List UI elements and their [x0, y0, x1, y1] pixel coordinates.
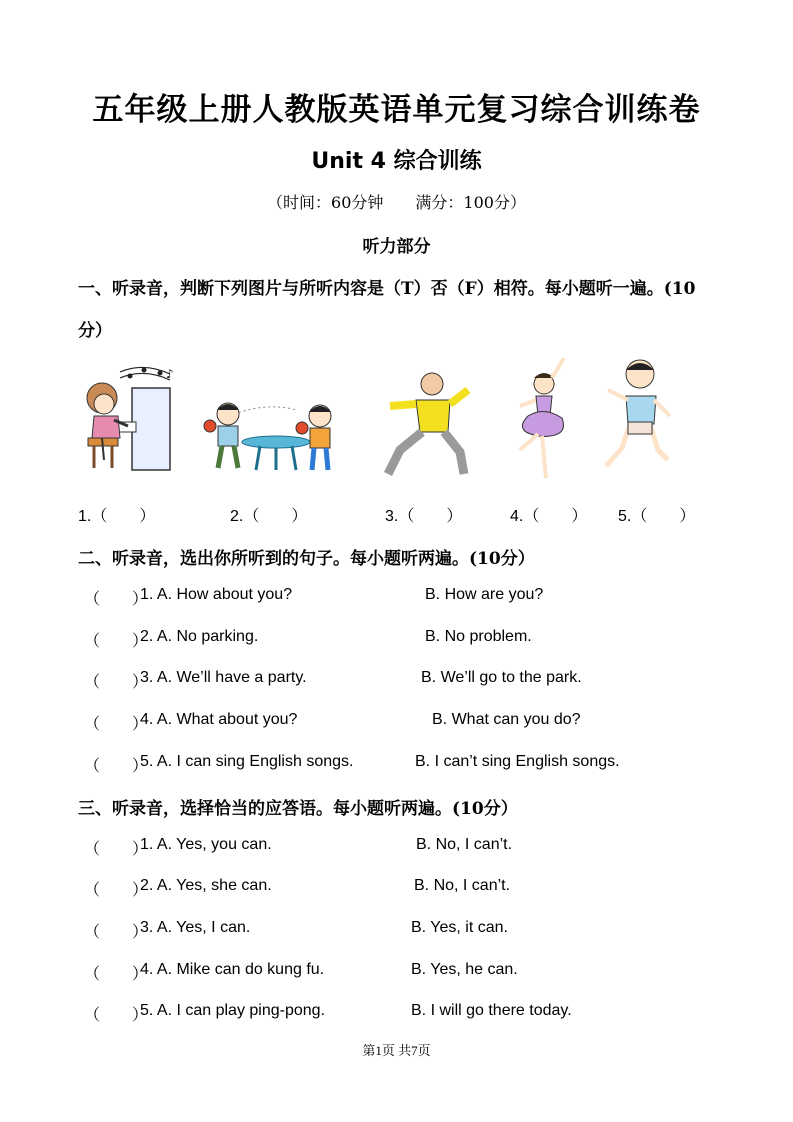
part2-option-a-4: 4. A. What about you?: [140, 711, 298, 728]
part2-option-a-1: 1. A. How about you?: [140, 586, 293, 603]
part2-heading: 二、听录音，选出你所听到的句子。每小题听两遍。(10分）: [78, 549, 535, 569]
part2-answer-3[interactable]: （ ）: [84, 674, 149, 691]
part1-heading-line1: 一、听录音，判断下列图片与所听内容是（T）否（F）相符。每小题听一遍。(10: [78, 279, 696, 299]
part3-option-b-4: B. Yes, he can.: [411, 961, 518, 978]
picture-answer-2[interactable]: 2.（ ）: [230, 508, 308, 525]
boys-playing-ping-pong-picture: [198, 392, 354, 474]
part2-option-b-2: B. No problem.: [425, 628, 532, 645]
part3-option-a-3: 3. A. Yes, I can.: [140, 919, 251, 936]
picture-answer-3[interactable]: 3.（ ）: [385, 508, 463, 525]
girl-dancing-picture: [498, 354, 578, 482]
part2-answer-4[interactable]: （ ）: [84, 716, 149, 733]
man-doing-kung-fu-picture: [380, 370, 480, 478]
part3-answer-1[interactable]: （ ）: [84, 841, 149, 858]
part3-heading: 三、听录音，选择恰当的应答语。每小题听两遍。(10分）: [78, 799, 518, 819]
part2-answer-5[interactable]: （ ）: [84, 758, 149, 775]
part3-answer-2[interactable]: （ ）: [84, 882, 149, 899]
part3-option-b-5: B. I will go there today.: [411, 1002, 572, 1019]
part1-heading-line2: 分）: [78, 321, 112, 341]
part2-option-b-4: B. What can you do?: [432, 711, 581, 728]
boy-running-picture: [598, 356, 680, 482]
part2-option-b-3: B. We’ll go to the park.: [421, 669, 582, 686]
part3-option-a-5: 5. A. I can play ping-pong.: [140, 1002, 326, 1019]
part2-answer-1[interactable]: （ ）: [84, 591, 149, 608]
part2-option-a-2: 2. A. No parking.: [140, 628, 259, 645]
part2-option-a-3: 3. A. We’ll have a party.: [140, 669, 307, 686]
part3-option-a-1: 1. A. Yes, you can.: [140, 836, 272, 853]
part2-option-a-5: 5. A. I can sing English songs.: [140, 753, 354, 770]
svg-text:♪: ♪: [166, 367, 174, 381]
part2-option-b-5: B. I can’t sing English songs.: [415, 753, 620, 770]
picture-answer-5[interactable]: 5.（ ）: [618, 508, 696, 525]
part3-answer-5[interactable]: （ ）: [84, 1007, 149, 1024]
part3-answer-3[interactable]: （ ）: [84, 924, 149, 941]
part3-option-a-2: 2. A. Yes, she can.: [140, 877, 272, 894]
part2-option-b-1: B. How are you?: [425, 586, 544, 603]
section-heading: 听力部分: [362, 237, 431, 257]
part3-option-b-1: B. No, I can’t.: [416, 836, 513, 853]
picture-answer-1[interactable]: 1.（ ）: [78, 508, 156, 525]
girl-playing-piano-picture: [74, 358, 182, 478]
document-title: 五年级上册人教版英语单元复习综合训练卷: [92, 92, 701, 128]
part2-answer-2[interactable]: （ ）: [84, 633, 149, 650]
time-info: （时间：60分钟 满分：100分）: [267, 193, 526, 212]
part3-answer-4[interactable]: （ ）: [84, 966, 149, 983]
part3-option-b-3: B. Yes, it can.: [411, 919, 508, 936]
part3-option-b-2: B. No, I can’t.: [414, 877, 511, 894]
unit-title: Unit 4 综合训练: [311, 149, 482, 174]
page-number: 第1页 共7页: [362, 1043, 431, 1058]
part3-option-a-4: 4. A. Mike can do kung fu.: [140, 961, 325, 978]
picture-answer-4[interactable]: 4.（ ）: [510, 508, 588, 525]
